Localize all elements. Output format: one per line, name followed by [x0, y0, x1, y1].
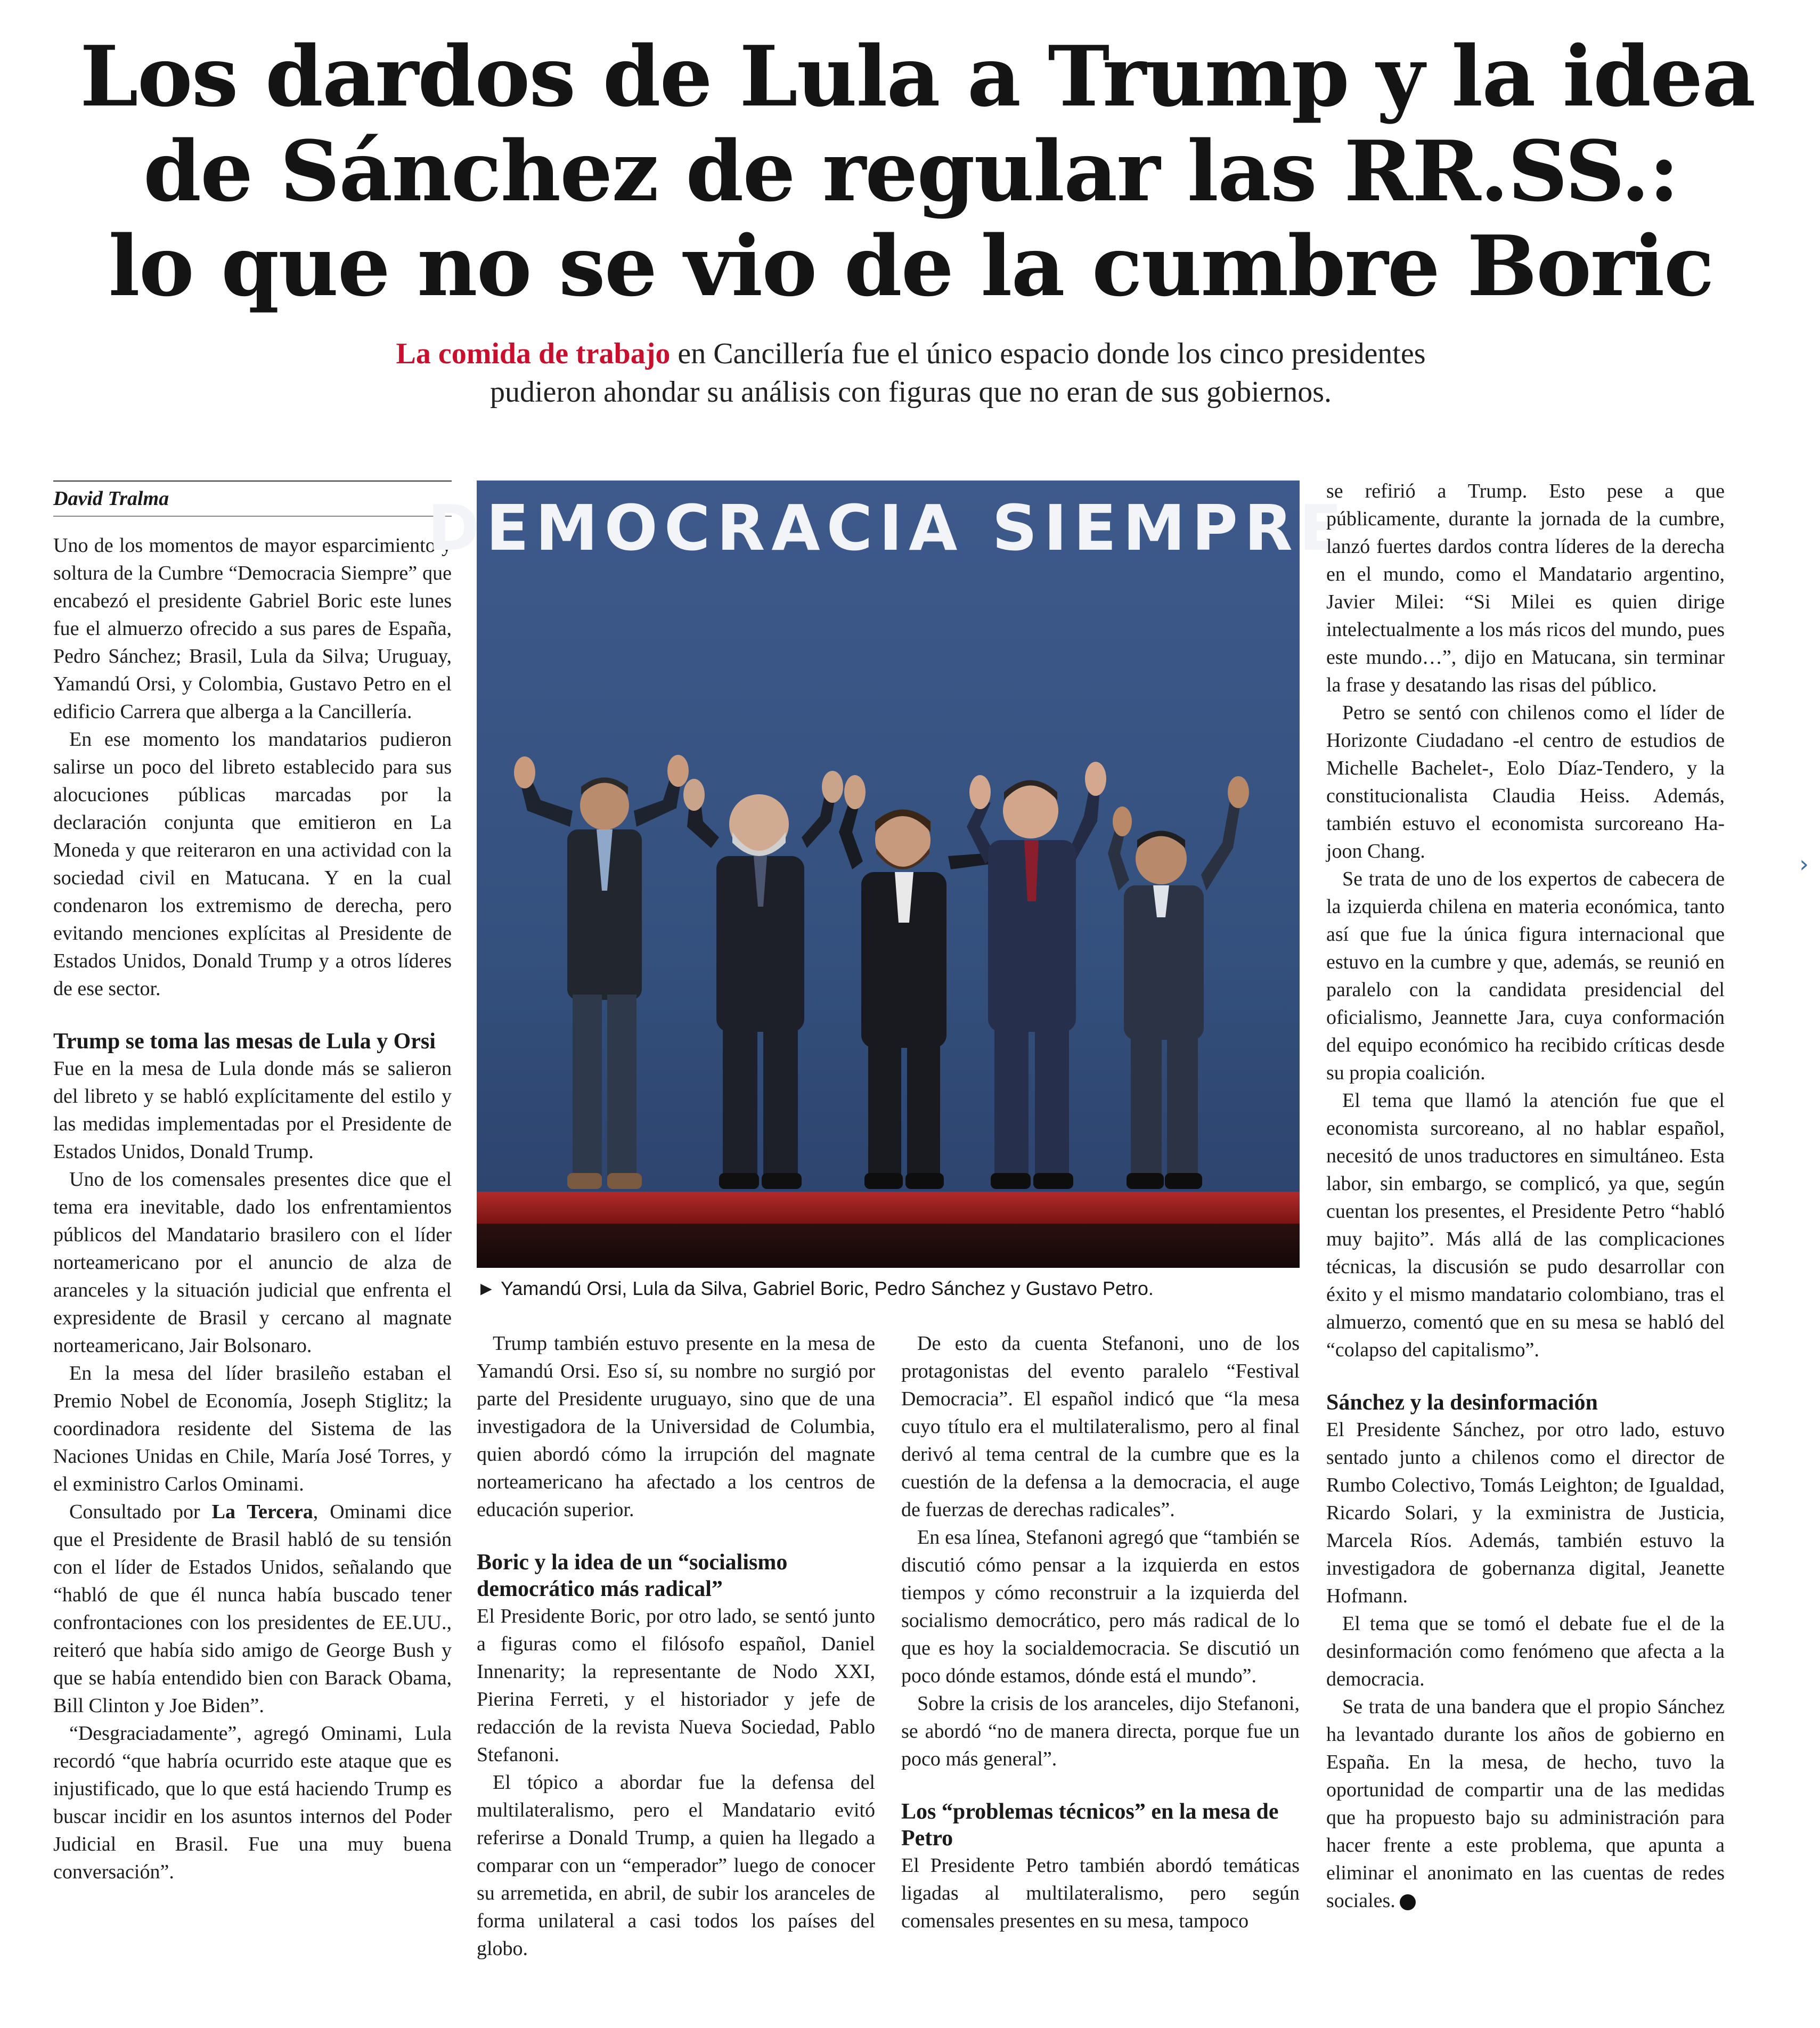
paragraph-text: Consultado por [69, 1501, 212, 1523]
paragraph: se refirió a Trump. Esto pese a que públicamente, durante la jornada de la cumbre, lanzó fuertes dardos contra líderes de la derecha en el mundo, como el Mandatario argentino, Javier Milei: “Si Milei es quien dirige intelectualmente a los más ricos del mundo, pues este mundo…”, dijo en Matucana, sin terminar la frase y desatando las risas del público. [1326, 480, 1725, 696]
subheadline-lead: La comida de trabajo [396, 337, 671, 370]
paragraph: El tema que se tomó el debate fue el de la desinformación como fenómeno que afecta a la democracia. [1326, 1612, 1725, 1690]
chevron-right-icon[interactable]: › [1791, 848, 1817, 880]
byline: David Tralma [53, 480, 452, 511]
end-of-article-mark [1400, 1894, 1416, 1910]
section-heading: Trump se toma las mesas de Lula y Orsi [53, 1029, 436, 1054]
presidents-photo-illustration [427, 480, 1349, 1268]
byline-divider [53, 516, 452, 517]
subheadline-line-2: pudieron ahondar su análisis con figuras que no eran de sus gobiernos. [489, 376, 1332, 409]
section-heading: Los “problemas técnicos” en la mesa de Petro [901, 1799, 1279, 1851]
subheadline [277, 335, 1545, 411]
paragraph [53, 1498, 452, 1720]
paragraph: Se trata de uno de los expertos de cabecera de la izquierda chilena en materia económica, tanto así que fue la única figura internacional que estuvo en la cumbre y que, además, se reunió en paralelo con la candidata presidencial del oficialismo, Jeannette Jara, cuya conformación del equipo económico ha recibido críticas desde su propia coalición. [1326, 868, 1725, 1084]
photo-caption: ► Yamandú Orsi, Lula da Silva, Gabriel Boric, Pedro Sánchez y Gustavo Petro. [477, 1277, 1154, 1299]
headline-line-2: de Sánchez de regular las RR.SS.: [143, 123, 1679, 220]
paragraph: Sobre la crisis de los aranceles, dijo Stefanoni, se abordó “no de manera directa, porque fue un poco más general”. [901, 1692, 1300, 1770]
headline-line-1: Los dardos de Lula a Trump y la idea [80, 28, 1755, 125]
section-heading: Sánchez y la desinformación [1326, 1390, 1598, 1415]
paragraph: En la mesa del líder brasileño estaban el Premio Nobel de Economía, Joseph Stiglitz; la coordinadora residente del Sistema de las Naciones Unidas en Chile, María José Torres, y el exministro Carlos Ominami. [53, 1362, 452, 1495]
article-column-3 [901, 1330, 1300, 1935]
paragraph: Fue en la mesa de Lula donde más se salieron del libreto y se habló explícitamente del estilo y las medidas implementadas por el Presidente de Estados Unidos, Donald Trump. [53, 1057, 452, 1163]
paragraph-text: Se trata de una bandera que el propio Sánchez ha levantado durante los años de gobierno en España. En la mesa, de hecho, tuvo la oportunidad de compartir una de las medidas que ha propuesto bajo su administración para hacer frente a este problema, que apunta a eliminar el anonimato en las cuentas de redes sociales. [1326, 1696, 1725, 1912]
headline-line-3: lo que no se vio de la cumbre Boric [108, 217, 1713, 315]
paragraph: Uno de los comensales presentes dice que el tema era inevitable, dado los enfrentamientos públicos del Mandatario brasilero con el líder norteamericano por el anuncio de alza de aranceles y la situación judicial que enfrenta el expresidente de Brasil y cercano al magnate norteamericano, Jair Bolsonaro. [53, 1168, 452, 1357]
paragraph-text: , Ominami dice que el Presidente de Brasil habló de su tensión con el líder de Estados Unidos, señalando que “habló de que él nunca había buscado tener confrontaciones con los presidentes de EE.UU., reiteró que había sido amigo de George Bush y que se había entendido bien con Barack Obama, Bill Clinton y Joe Biden”. [53, 1501, 452, 1717]
paragraph: Trump también estuvo presente en la mesa de Yamandú Orsi. Eso sí, su nombre no surgió por parte del Presidente uruguayo, sino que de una investigadora de la Universidad de Columbia, quien abordó cómo la irrupción del magnate norteamericano ha afectado a los centros de educación superior. [477, 1332, 875, 1521]
paragraph: En ese momento los mandatarios pudieron salirse un poco del libreto establecido para sus alocuciones públicas marcadas por la declaración conjunta que emitieron en La Moneda y que reiteraron en una actividad con la sociedad civil en Matucana. Y en la cual condenaron los extremismo de derecha, pero evitando menciones explícitas al Presidente de Estados Unidos, Donald Trump y a otros líderes de ese sector. [53, 728, 452, 1000]
article-column-1 [53, 532, 452, 1886]
paragraph: Uno de los momentos de mayor esparcimiento y soltura de la Cumbre “Democracia Siempre” que encabezó el presidente Gabriel Boric este lunes fue el almuerzo ofrecido a sus pares de España, Pedro Sánchez; Brasil, Lula da Silva; Uruguay, Yamandú Orsi, y Colombia, Gustavo Petro en el edificio Carrera que alberga a la Cancillería. [53, 534, 452, 723]
paragraph [1326, 1693, 1725, 1915]
paragraph: El tema que llamó la atención fue que el economista surcoreano, al no hablar español, necesitó de unos traductores en simultáneo. Esta labor, sin embargo, se complicó, ya que, según cuentan los presentes, el Presidente Petro “habló muy bajito”. Más allá de las complicaciones técnicas, la discusión se pudo desarrollar con éxito y el mismo mandatario colombiano, tras el almuerzo, comentó que en su mesa se habló del “colapso del capitalismo”. [1326, 1089, 1725, 1361]
paragraph: En esa línea, Stefanoni agregó que “también se discutió cómo pensar a la izquierda en estos tiempos y cómo reconstruir a la izquierda del socialismo democrático, pero más radical de lo que es hoy la socialdemocracia. Se discutió un poco dónde estamos, dónde está el mundo”. [901, 1526, 1300, 1687]
headline [80, 28, 1755, 315]
paragraph: El tópico a abordar fue la defensa del multilateralismo, pero el Mandatario evitó referirse a Donald Trump, a quien ha llegado a comparar con un “emperador” luego de conocer su arremetida, en abril, de subir los aranceles de forma unilateral a casi todos los países del globo. [477, 1771, 875, 1960]
paragraph: El Presidente Sánchez, por otro lado, estuvo sentado junto a chilenos como el director de Rumbo Colectivo, Tomás Leighton; de Igualdad, Ricardo Solari, y la exministra de Justicia, Marcela Ríos. Además, también estuvo la investigadora de gobernanza digital, Jeanette Hofmann. [1326, 1419, 1725, 1607]
paragraph: “Desgraciadamente”, agregó Ominami, Lula recordó “que habría ocurrido este ataque que es injustificado, que lo que está haciendo Trump es buscar incidir en los asuntos internos del Poder Judicial en Brasil. Fue una muy buena conversación”. [53, 1722, 452, 1883]
paragraph: El Presidente Boric, por otro lado, se sentó junto a figuras como el filósofo español, Daniel Innenarity; la representante de Nodo XXI, Pierina Ferreti, y el historiador y jefe de redacción de la revista Nueva Sociedad, Pablo Stefanoni. [477, 1605, 875, 1766]
paragraph: El Presidente Petro también abordó temáticas ligadas al multilateralismo, pero según comensales presentes en su mesa, tampoco [901, 1854, 1300, 1932]
paragraph: Petro se sentó con chilenos como el líder de Horizonte Ciudadano -el centro de estudios de Michelle Bachelet-, Eolo Díaz-Tendero, y la constitucionalista Claudia Heiss. Además, también estuvo el economista surcoreano Ha-joon Chang. [1326, 702, 1725, 862]
article-photo [427, 480, 1349, 1268]
banner-text: DEMOCRACIA SIEMPRE [427, 491, 1349, 565]
paragraph: De esto da cuenta Stefanoni, uno de los protagonistas del evento paralelo “Festival Democracia”. El español indicó que “la mesa cuyo título era el multilateralismo, pero al final derivó al tema central de la cumbre que es la cuestión de la defensa a la democracia, el auge de fuerzas de derechas radicales”. [901, 1332, 1300, 1521]
section-heading: Boric y la idea de un “socialismo democrático más radical” [477, 1550, 788, 1601]
article-column-4 [1326, 477, 1725, 1915]
publication-name: La Tercera [211, 1501, 313, 1523]
article-column-2 [477, 1330, 875, 1962]
subheadline-line-1: en Cancillería fue el único espacio donde los cinco presidentes [670, 337, 1426, 370]
